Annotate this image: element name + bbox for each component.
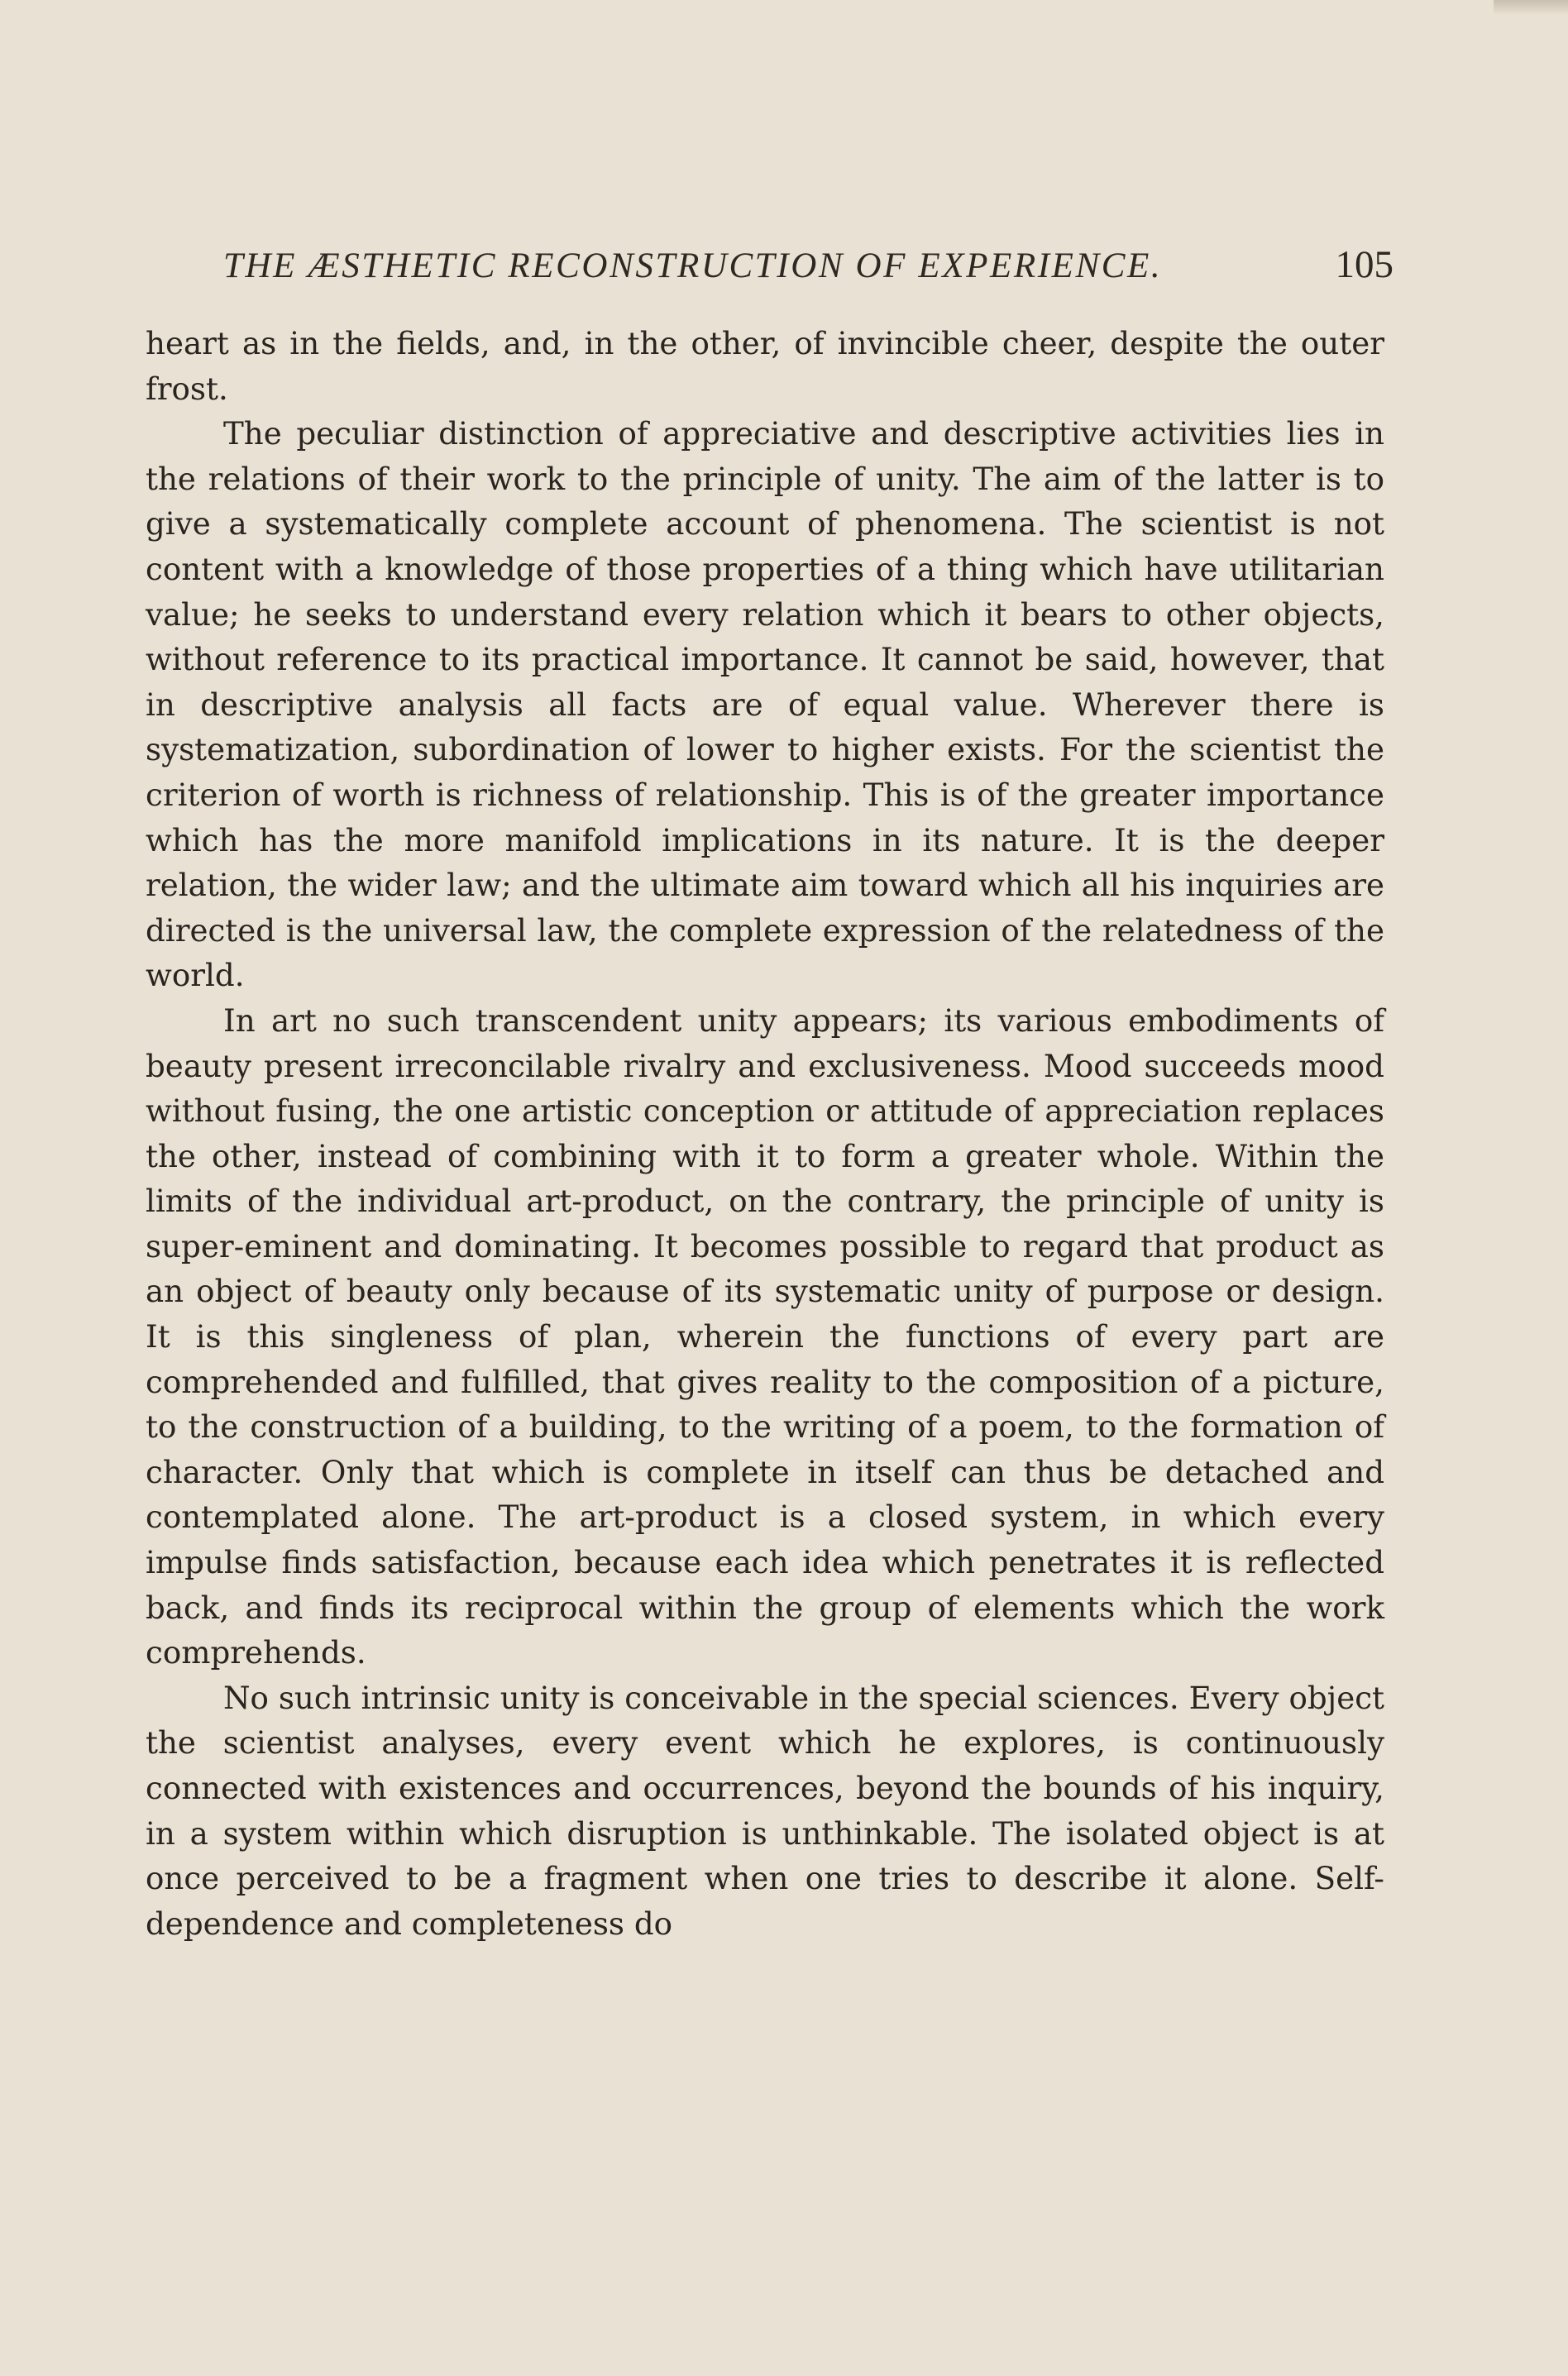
running-head bbox=[223, 242, 1394, 292]
paragraph-art-unity: In art no such transcendent unity appears; its various embodiments of beauty present irreconcilable rivalry and exclusiveness. Mood succeeds mood without fusing, the one artistic conception or attitude of appreciation replaces the other, instead of combining with it to form a greater whole. Within the limits of the individual art-product, on the contrary, the principle of unity is super-eminent and dominating. It becomes possible to regard that product as an object of beauty only because of its systematic unity of purpose or design. It is this singleness of plan, wherein the functions of every part are comprehended and fulfilled, that gives reality to the composition of a picture, to the construction of a building, to the writing of a poem, to the formation of character. Only that which is complete in itself can thus be detached and contemplated alone. The art-product is a closed system, in which every impulse finds satisfaction, because each idea which penetrates it is reflected back, and finds its reciprocal within the group of elements which the work comprehends. bbox=[146, 1002, 1384, 1671]
paragraph-continued: heart as in the fields, and, in the other, of invincible cheer, despite the outer frost. bbox=[146, 325, 1384, 407]
body-text bbox=[146, 321, 1384, 1946]
paragraph-appreciative-descriptive: The peculiar distinction of appreciative and descriptive activities lies in the relations of their work to the principle of unity. The aim of the latter is to give a systematically complete account of phenomena. The scientist is not content with a knowledge of those properties of a thing which have utilitarian value; he seeks to understand every relation which it bears to other objects, without reference to its practical importance. It cannot be said, however, that in descriptive analysis all facts are of equal value. Wherever there is systematization, subordination of lower to higher exists. For the scientist the criterion of worth is richness of relationship. This is of the greater importance which has the more manifold implications in its nature. It is the deeper relation, the wider law; and the ultimate aim toward which all his inquiries are directed is the universal law, the complete expression of the relatedness of the world. bbox=[146, 415, 1384, 994]
page-number: 105 bbox=[1335, 243, 1394, 286]
paragraph-special-sciences: No such intrinsic unity is conceivable in the special sciences. Every object the scientist analyses, every event which he explores, is continuously connected with existences and occurrences, beyond the bounds of his inquiry, in a system within which disruption is unthinkable. The isolated object is at once perceived to be a fragment when one tries to describe it alone. Self-dependence and completeness do bbox=[146, 1679, 1384, 1942]
running-title: THE ÆSTHETIC RECONSTRUCTION OF EXPERIENCE. bbox=[223, 246, 1163, 285]
